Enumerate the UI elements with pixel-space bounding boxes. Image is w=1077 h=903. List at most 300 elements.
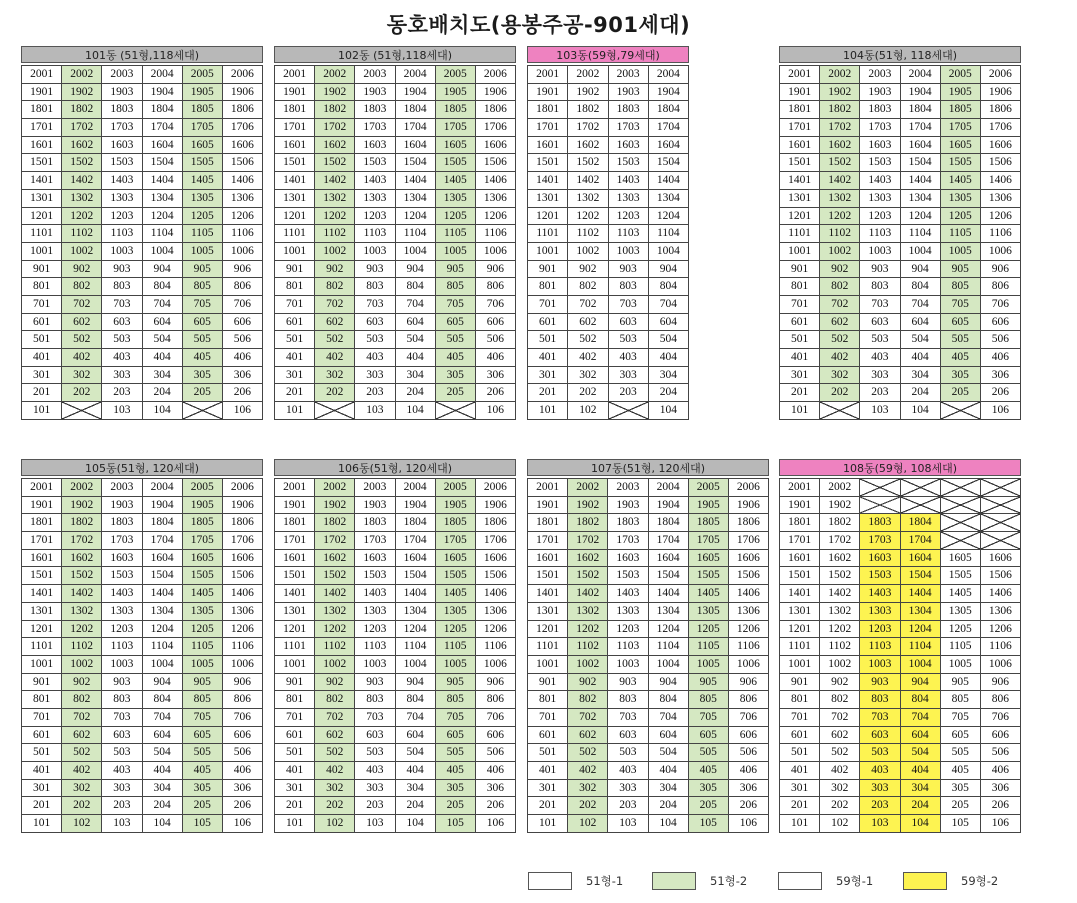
unit-cell: 1006 bbox=[223, 243, 263, 261]
building-108 bbox=[779, 459, 1021, 833]
unit-cell: 1505 bbox=[183, 567, 223, 585]
unit-cell: 304 bbox=[649, 780, 689, 798]
unit-cell: 1902 bbox=[62, 497, 102, 515]
unit-cell: 1505 bbox=[183, 154, 223, 172]
unit-cell: 1801 bbox=[22, 514, 62, 532]
unit-cell: 1602 bbox=[315, 137, 355, 155]
unit-cell: 1201 bbox=[22, 621, 62, 639]
unit-cell: 502 bbox=[62, 331, 102, 349]
unit-cell: 204 bbox=[649, 384, 689, 402]
unit-cell: 1702 bbox=[62, 532, 102, 550]
unit-cell: 705 bbox=[436, 296, 476, 314]
unit-cell: 1005 bbox=[183, 656, 223, 674]
unit-cell: 801 bbox=[22, 278, 62, 296]
unit-cell: 506 bbox=[729, 744, 769, 762]
unit-cell: 405 bbox=[183, 762, 223, 780]
unit-cell: 1802 bbox=[62, 514, 102, 532]
unit-cell: 1905 bbox=[436, 497, 476, 515]
building-header: 102동 (51형,118세대) bbox=[274, 46, 516, 63]
unit-cell bbox=[820, 402, 860, 420]
unit-cell: 1804 bbox=[649, 101, 689, 119]
unit-cell: 406 bbox=[729, 762, 769, 780]
unit-cell: 403 bbox=[609, 349, 649, 367]
legend-label: 51형-1 bbox=[586, 874, 624, 888]
unit-cell: 1106 bbox=[729, 638, 769, 656]
unit-cell: 2002 bbox=[820, 479, 860, 497]
unit-cell: 1305 bbox=[941, 603, 981, 621]
unit-cell: 302 bbox=[820, 780, 860, 798]
unit-cell: 1605 bbox=[436, 137, 476, 155]
unit-cell: 701 bbox=[780, 709, 820, 727]
unit-cell: 1006 bbox=[476, 243, 516, 261]
unit-cell: 2002 bbox=[62, 479, 102, 497]
unit-cell: 605 bbox=[436, 314, 476, 332]
unit-cell: 1501 bbox=[275, 154, 315, 172]
unit-cell: 1102 bbox=[820, 638, 860, 656]
unit-cell: 2002 bbox=[315, 479, 355, 497]
unit-cell: 1105 bbox=[436, 225, 476, 243]
unit-cell: 1703 bbox=[355, 119, 395, 137]
unit-cell: 1605 bbox=[436, 550, 476, 568]
unit-cell: 1606 bbox=[476, 550, 516, 568]
unit-cell: 1501 bbox=[275, 567, 315, 585]
unit-cell: 701 bbox=[22, 296, 62, 314]
unit-cell: 1603 bbox=[102, 137, 142, 155]
unit-cell: 1001 bbox=[528, 656, 568, 674]
unit-cell: 1301 bbox=[528, 190, 568, 208]
unit-cell: 601 bbox=[528, 314, 568, 332]
unit-cell: 602 bbox=[568, 727, 608, 745]
unit-cell: 1902 bbox=[62, 84, 102, 102]
legend-swatch bbox=[652, 872, 696, 890]
unit-cell: 1505 bbox=[941, 567, 981, 585]
unit-cell: 1301 bbox=[275, 603, 315, 621]
unit-cell: 1003 bbox=[860, 656, 900, 674]
unit-cell bbox=[941, 532, 981, 550]
unit-cell: 105 bbox=[183, 815, 223, 833]
unit-cell: 303 bbox=[608, 780, 648, 798]
unit-cell: 404 bbox=[143, 762, 183, 780]
unit-cell: 702 bbox=[315, 296, 355, 314]
unit-cell: 1901 bbox=[528, 84, 568, 102]
unit-cell: 2006 bbox=[223, 479, 263, 497]
unit-cell: 1903 bbox=[102, 84, 142, 102]
unit-cell: 1104 bbox=[649, 638, 689, 656]
unit-cell: 905 bbox=[436, 261, 476, 279]
unit-cell: 401 bbox=[780, 349, 820, 367]
unit-cell: 501 bbox=[275, 744, 315, 762]
unit-cell: 406 bbox=[223, 762, 263, 780]
unit-cell: 1004 bbox=[143, 656, 183, 674]
unit-cell: 1506 bbox=[476, 154, 516, 172]
unit-cell: 1103 bbox=[609, 225, 649, 243]
unit-cell: 1905 bbox=[689, 497, 729, 515]
unit-cell: 1701 bbox=[528, 119, 568, 137]
unit-cell: 406 bbox=[223, 349, 263, 367]
unit-cell: 1801 bbox=[780, 101, 820, 119]
unit-cell: 402 bbox=[62, 349, 102, 367]
unit-cell: 1401 bbox=[275, 585, 315, 603]
unit-cell: 1406 bbox=[223, 585, 263, 603]
unit-cell: 401 bbox=[780, 762, 820, 780]
unit-cell: 401 bbox=[275, 349, 315, 367]
unit-cell: 101 bbox=[528, 815, 568, 833]
unit-cell: 605 bbox=[436, 727, 476, 745]
unit-cell: 1701 bbox=[22, 119, 62, 137]
unit-cell: 1706 bbox=[223, 119, 263, 137]
unit-cell: 405 bbox=[436, 349, 476, 367]
unit-cell: 1501 bbox=[528, 567, 568, 585]
unit-cell: 503 bbox=[355, 331, 395, 349]
unit-cell: 1604 bbox=[901, 137, 941, 155]
unit-cell: 1403 bbox=[102, 172, 142, 190]
unit-cell: 801 bbox=[275, 278, 315, 296]
unit-cell: 1903 bbox=[608, 497, 648, 515]
unit-cell: 103 bbox=[102, 402, 142, 420]
unit-cell: 1803 bbox=[355, 101, 395, 119]
unit-cell: 1105 bbox=[183, 638, 223, 656]
unit-cell: 1404 bbox=[396, 172, 436, 190]
unit-cell: 1905 bbox=[183, 84, 223, 102]
unit-cell: 901 bbox=[780, 674, 820, 692]
unit-cell: 1001 bbox=[780, 243, 820, 261]
unit-cell: 1106 bbox=[981, 225, 1021, 243]
unit-cell: 1501 bbox=[780, 567, 820, 585]
unit-cell: 503 bbox=[102, 744, 142, 762]
unit-cell: 1703 bbox=[102, 532, 142, 550]
unit-cell: 904 bbox=[143, 674, 183, 692]
unit-cell: 1501 bbox=[780, 154, 820, 172]
unit-cell: 501 bbox=[780, 744, 820, 762]
unit-cell: 702 bbox=[62, 709, 102, 727]
unit-cell: 505 bbox=[436, 331, 476, 349]
unit-cell: 1703 bbox=[355, 532, 395, 550]
unit-cell: 1503 bbox=[102, 154, 142, 172]
unit-cell: 903 bbox=[102, 261, 142, 279]
unit-cell: 1305 bbox=[436, 190, 476, 208]
unit-cell: 1005 bbox=[941, 656, 981, 674]
unit-cell: 401 bbox=[22, 349, 62, 367]
unit-cell: 703 bbox=[102, 709, 142, 727]
unit-cell: 1604 bbox=[143, 550, 183, 568]
unit-cell: 1005 bbox=[436, 656, 476, 674]
unit-cell: 901 bbox=[780, 261, 820, 279]
unit-cell bbox=[860, 479, 900, 497]
unit-cell: 1106 bbox=[476, 638, 516, 656]
unit-cell: 606 bbox=[476, 314, 516, 332]
unit-cell: 201 bbox=[22, 797, 62, 815]
unit-cell: 505 bbox=[941, 331, 981, 349]
unit-cell: 106 bbox=[476, 402, 516, 420]
unit-cell: 104 bbox=[901, 402, 941, 420]
unit-cell: 705 bbox=[183, 296, 223, 314]
unit-cell: 1101 bbox=[528, 225, 568, 243]
unit-cell: 1803 bbox=[608, 514, 648, 532]
unit-cell: 205 bbox=[183, 384, 223, 402]
unit-cell: 1401 bbox=[780, 585, 820, 603]
unit-cell: 1401 bbox=[275, 172, 315, 190]
unit-cell: 1804 bbox=[396, 101, 436, 119]
unit-cell: 1302 bbox=[820, 603, 860, 621]
unit-cell: 1305 bbox=[183, 190, 223, 208]
unit-cell: 1301 bbox=[780, 603, 820, 621]
unit-cell: 1803 bbox=[102, 514, 142, 532]
unit-cell: 906 bbox=[223, 674, 263, 692]
unit-cell: 1301 bbox=[780, 190, 820, 208]
unit-cell: 504 bbox=[649, 331, 689, 349]
unit-grid bbox=[779, 478, 1021, 833]
unit-cell: 403 bbox=[355, 349, 395, 367]
unit-cell: 801 bbox=[528, 691, 568, 709]
unit-cell: 2005 bbox=[183, 66, 223, 84]
unit-cell: 1704 bbox=[396, 119, 436, 137]
unit-cell: 1303 bbox=[609, 190, 649, 208]
unit-cell: 1001 bbox=[275, 243, 315, 261]
unit-cell: 1102 bbox=[568, 225, 608, 243]
building-103 bbox=[527, 46, 689, 420]
unit-cell: 604 bbox=[396, 727, 436, 745]
unit-cell: 205 bbox=[436, 384, 476, 402]
building-header: 105동(51형, 120세대) bbox=[21, 459, 263, 476]
unit-cell: 503 bbox=[860, 744, 900, 762]
unit-cell: 202 bbox=[315, 384, 355, 402]
unit-cell: 703 bbox=[355, 296, 395, 314]
unit-cell: 1806 bbox=[981, 101, 1021, 119]
unit-cell: 201 bbox=[528, 797, 568, 815]
unit-cell: 804 bbox=[143, 278, 183, 296]
unit-cell: 1506 bbox=[476, 567, 516, 585]
unit-cell: 601 bbox=[275, 727, 315, 745]
unit-cell: 303 bbox=[102, 367, 142, 385]
unit-cell: 1801 bbox=[780, 514, 820, 532]
unit-cell: 804 bbox=[901, 691, 941, 709]
unit-cell: 101 bbox=[528, 402, 568, 420]
unit-grid bbox=[274, 478, 516, 833]
unit-cell: 802 bbox=[568, 691, 608, 709]
unit-cell: 1305 bbox=[689, 603, 729, 621]
unit-cell: 503 bbox=[608, 744, 648, 762]
unit-cell: 805 bbox=[436, 691, 476, 709]
unit-cell: 1206 bbox=[729, 621, 769, 639]
unit-cell: 1006 bbox=[981, 656, 1021, 674]
unit-cell: 1401 bbox=[528, 585, 568, 603]
unit-cell: 302 bbox=[568, 367, 608, 385]
unit-cell: 601 bbox=[22, 727, 62, 745]
unit-cell: 802 bbox=[315, 278, 355, 296]
unit-cell: 401 bbox=[528, 762, 568, 780]
unit-cell: 306 bbox=[476, 367, 516, 385]
legend-item-4 bbox=[903, 871, 998, 891]
unit-cell: 1502 bbox=[315, 567, 355, 585]
unit-cell: 1206 bbox=[476, 208, 516, 226]
unit-cell: 1803 bbox=[609, 101, 649, 119]
unit-cell: 1302 bbox=[315, 190, 355, 208]
unit-cell: 301 bbox=[22, 780, 62, 798]
unit-cell: 1306 bbox=[223, 603, 263, 621]
unit-cell: 1604 bbox=[649, 137, 689, 155]
unit-cell: 1104 bbox=[901, 638, 941, 656]
unit-cell: 1802 bbox=[820, 514, 860, 532]
unit-cell: 1405 bbox=[941, 172, 981, 190]
unit-cell: 1701 bbox=[22, 532, 62, 550]
unit-cell: 806 bbox=[981, 691, 1021, 709]
unit-cell: 502 bbox=[820, 744, 860, 762]
unit-cell: 905 bbox=[941, 261, 981, 279]
unit-cell: 1701 bbox=[275, 119, 315, 137]
unit-cell: 1604 bbox=[649, 550, 689, 568]
unit-cell: 502 bbox=[568, 744, 608, 762]
unit-cell: 706 bbox=[476, 709, 516, 727]
unit-cell: 502 bbox=[62, 744, 102, 762]
unit-cell: 301 bbox=[275, 780, 315, 798]
unit-cell: 1106 bbox=[981, 638, 1021, 656]
unit-cell: 506 bbox=[476, 331, 516, 349]
unit-cell: 106 bbox=[223, 815, 263, 833]
unit-cell: 1805 bbox=[436, 514, 476, 532]
unit-cell: 206 bbox=[476, 797, 516, 815]
unit-cell: 1403 bbox=[860, 585, 900, 603]
unit-cell: 1602 bbox=[62, 137, 102, 155]
unit-cell: 1102 bbox=[315, 638, 355, 656]
unit-cell: 404 bbox=[396, 349, 436, 367]
unit-cell: 304 bbox=[901, 780, 941, 798]
unit-cell: 604 bbox=[901, 727, 941, 745]
unit-cell: 904 bbox=[396, 261, 436, 279]
building-header: 103동(59형,79세대) bbox=[527, 46, 689, 63]
unit-cell: 1805 bbox=[689, 514, 729, 532]
unit-cell: 406 bbox=[476, 762, 516, 780]
building-header: 101동 (51형,118세대) bbox=[21, 46, 263, 63]
unit-cell: 1304 bbox=[901, 603, 941, 621]
unit-cell: 1503 bbox=[355, 567, 395, 585]
unit-cell: 1802 bbox=[315, 514, 355, 532]
unit-cell: 702 bbox=[568, 296, 608, 314]
unit-cell: 1603 bbox=[608, 550, 648, 568]
unit-cell: 706 bbox=[981, 709, 1021, 727]
unit-cell: 306 bbox=[729, 780, 769, 798]
unit-cell: 1805 bbox=[183, 101, 223, 119]
unit-cell: 906 bbox=[981, 261, 1021, 279]
building-101 bbox=[21, 46, 263, 420]
unit-grid bbox=[274, 65, 516, 420]
unit-cell: 1803 bbox=[102, 101, 142, 119]
unit-cell: 2001 bbox=[22, 66, 62, 84]
unit-cell: 1603 bbox=[860, 550, 900, 568]
unit-cell: 1904 bbox=[649, 497, 689, 515]
unit-cell: 801 bbox=[780, 691, 820, 709]
unit-cell: 1402 bbox=[568, 172, 608, 190]
unit-cell: 806 bbox=[981, 278, 1021, 296]
unit-cell: 1706 bbox=[476, 532, 516, 550]
unit-cell: 1804 bbox=[143, 514, 183, 532]
unit-cell: 806 bbox=[729, 691, 769, 709]
unit-cell: 1705 bbox=[183, 119, 223, 137]
unit-cell: 1303 bbox=[355, 190, 395, 208]
unit-cell: 202 bbox=[568, 797, 608, 815]
unit-cell: 806 bbox=[223, 691, 263, 709]
unit-cell: 1404 bbox=[649, 585, 689, 603]
unit-cell: 805 bbox=[436, 278, 476, 296]
unit-cell: 1804 bbox=[649, 514, 689, 532]
unit-cell: 1704 bbox=[649, 532, 689, 550]
unit-cell: 1704 bbox=[396, 532, 436, 550]
unit-cell: 602 bbox=[315, 314, 355, 332]
unit-cell: 1703 bbox=[860, 532, 900, 550]
legend-item-1 bbox=[528, 871, 623, 891]
unit-cell: 2004 bbox=[396, 66, 436, 84]
unit-cell: 2004 bbox=[901, 66, 941, 84]
unit-cell: 1606 bbox=[223, 137, 263, 155]
unit-cell: 1304 bbox=[143, 190, 183, 208]
unit-cell: 601 bbox=[780, 314, 820, 332]
unit-cell: 1505 bbox=[436, 567, 476, 585]
unit-cell: 1906 bbox=[476, 84, 516, 102]
unit-cell: 503 bbox=[102, 331, 142, 349]
unit-cell: 2003 bbox=[609, 66, 649, 84]
unit-cell: 902 bbox=[62, 261, 102, 279]
unit-cell: 602 bbox=[568, 314, 608, 332]
unit-cell: 1001 bbox=[22, 243, 62, 261]
unit-cell: 805 bbox=[941, 278, 981, 296]
unit-cell: 1506 bbox=[729, 567, 769, 585]
unit-cell: 1006 bbox=[223, 656, 263, 674]
unit-cell: 803 bbox=[860, 278, 900, 296]
legend-swatch bbox=[778, 872, 822, 890]
unit-cell: 1203 bbox=[608, 621, 648, 639]
unit-cell: 1502 bbox=[568, 154, 608, 172]
unit-cell: 704 bbox=[143, 296, 183, 314]
unit-cell: 1505 bbox=[436, 154, 476, 172]
unit-cell: 706 bbox=[223, 296, 263, 314]
unit-cell: 1701 bbox=[528, 532, 568, 550]
unit-cell: 803 bbox=[355, 278, 395, 296]
unit-cell: 201 bbox=[780, 384, 820, 402]
unit-cell: 1504 bbox=[901, 154, 941, 172]
unit-cell: 405 bbox=[436, 762, 476, 780]
unit-cell: 1202 bbox=[820, 208, 860, 226]
unit-cell: 1303 bbox=[608, 603, 648, 621]
unit-cell: 1401 bbox=[22, 585, 62, 603]
unit-cell: 1906 bbox=[223, 84, 263, 102]
unit-cell: 705 bbox=[436, 709, 476, 727]
unit-cell: 306 bbox=[981, 367, 1021, 385]
unit-cell: 1502 bbox=[568, 567, 608, 585]
unit-cell: 302 bbox=[568, 780, 608, 798]
unit-cell: 1301 bbox=[528, 603, 568, 621]
unit-cell: 1606 bbox=[981, 550, 1021, 568]
unit-cell: 1103 bbox=[355, 225, 395, 243]
unit-cell: 205 bbox=[941, 384, 981, 402]
unit-cell: 104 bbox=[901, 815, 941, 833]
unit-cell: 1101 bbox=[275, 638, 315, 656]
unit-cell: 102 bbox=[568, 815, 608, 833]
unit-cell: 1706 bbox=[981, 119, 1021, 137]
unit-cell: 1306 bbox=[729, 603, 769, 621]
unit-cell: 101 bbox=[275, 815, 315, 833]
unit-cell: 1102 bbox=[62, 638, 102, 656]
unit-cell: 206 bbox=[223, 797, 263, 815]
unit-cell: 1302 bbox=[315, 603, 355, 621]
unit-cell: 606 bbox=[223, 727, 263, 745]
unit-cell: 1802 bbox=[315, 101, 355, 119]
unit-cell: 2005 bbox=[689, 479, 729, 497]
unit-cell: 1602 bbox=[568, 137, 608, 155]
unit-cell: 101 bbox=[22, 402, 62, 420]
unit-cell: 1704 bbox=[901, 532, 941, 550]
unit-cell: 1204 bbox=[143, 208, 183, 226]
unit-cell: 1004 bbox=[396, 243, 436, 261]
unit-cell: 205 bbox=[689, 797, 729, 815]
